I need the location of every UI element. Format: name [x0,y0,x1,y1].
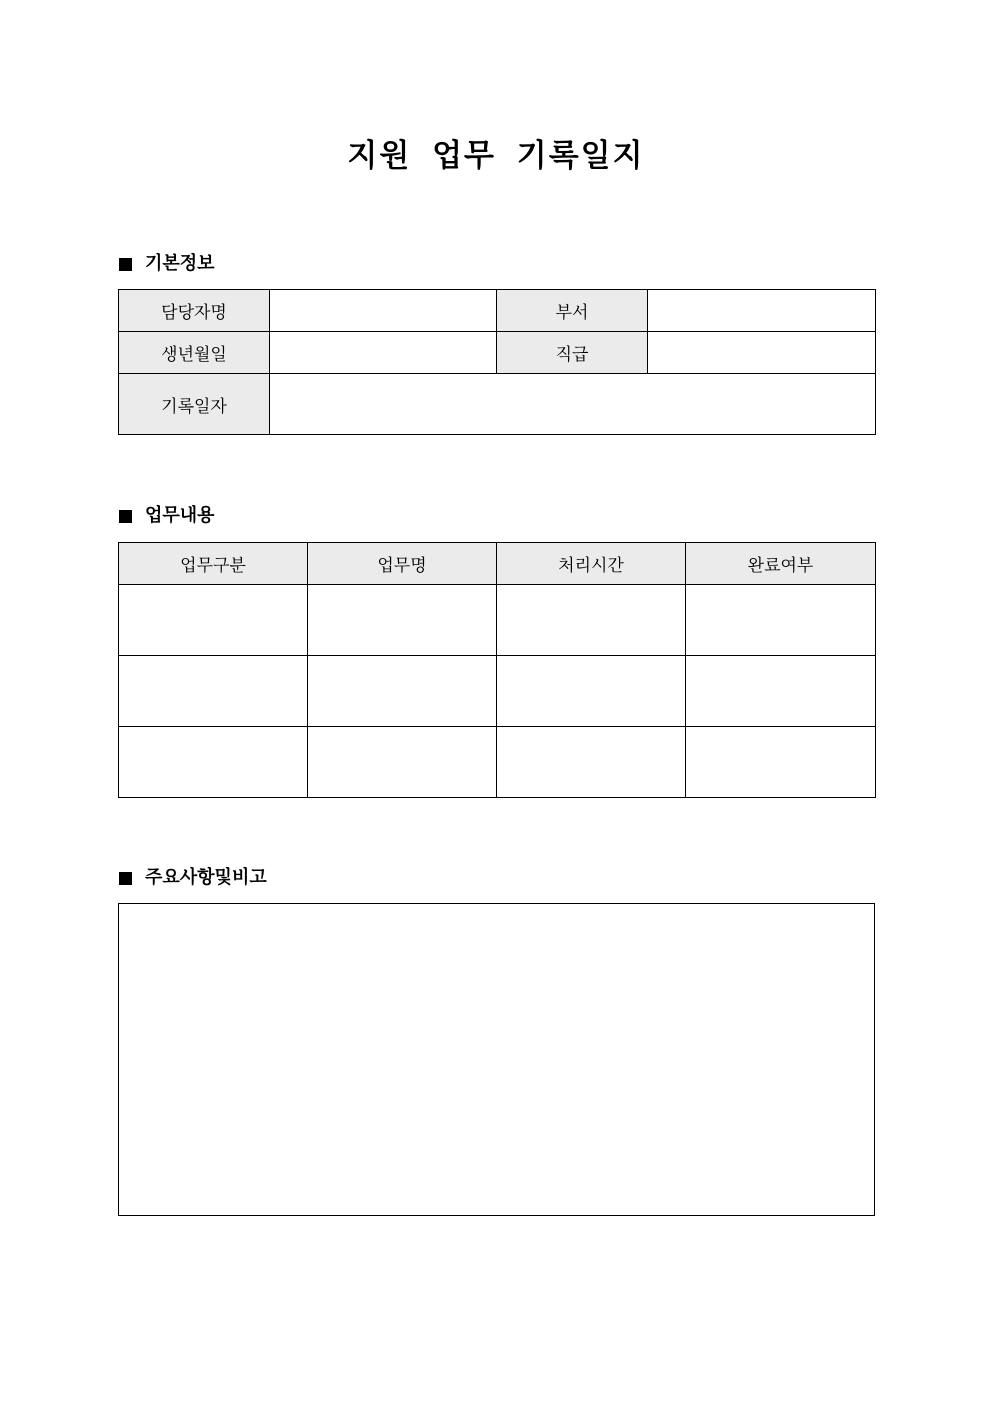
column-header-completion-status: 완료여부 [686,543,876,585]
page-title: 지원 업무 기록일지 [347,138,645,174]
work-content-heading-label: 업무내용 [145,505,215,526]
column-header-work-type: 업무구분 [119,543,308,585]
work-type-cell[interactable] [119,585,308,656]
basic-info-heading [119,252,215,276]
column-header-processing-time: 처리시간 [497,543,686,585]
square-bullet-icon [119,510,132,523]
table-row [119,656,876,727]
basic-info-table [118,289,876,435]
processing-time-cell[interactable] [497,656,686,727]
square-bullet-icon [119,258,132,271]
position-field[interactable] [648,332,876,374]
record-date-label: 기록일자 [119,374,270,435]
completion-status-cell[interactable] [686,585,876,656]
table-row [119,727,876,798]
work-name-cell[interactable] [308,727,497,798]
birth-date-label: 생년월일 [119,332,270,374]
processing-time-cell[interactable] [497,585,686,656]
department-field[interactable] [648,290,876,332]
work-content-table [118,542,876,798]
notes-heading [119,866,267,890]
position-label: 직급 [497,332,648,374]
work-name-cell[interactable] [308,656,497,727]
notes-heading-label: 주요사항및비고 [145,867,267,888]
birth-date-field[interactable] [270,332,497,374]
work-type-cell[interactable] [119,656,308,727]
notes-field[interactable] [118,903,875,1216]
basic-info-heading-label: 기본정보 [145,253,215,274]
work-name-cell[interactable] [308,585,497,656]
square-bullet-icon [119,872,132,885]
department-label: 부서 [497,290,648,332]
column-header-work-name: 업무명 [308,543,497,585]
completion-status-cell[interactable] [686,656,876,727]
work-content-heading [119,504,215,528]
record-date-field[interactable] [270,374,876,435]
table-row [119,585,876,656]
completion-status-cell[interactable] [686,727,876,798]
processing-time-cell[interactable] [497,727,686,798]
manager-name-label: 담당자명 [119,290,270,332]
manager-name-field[interactable] [270,290,497,332]
work-type-cell[interactable] [119,727,308,798]
